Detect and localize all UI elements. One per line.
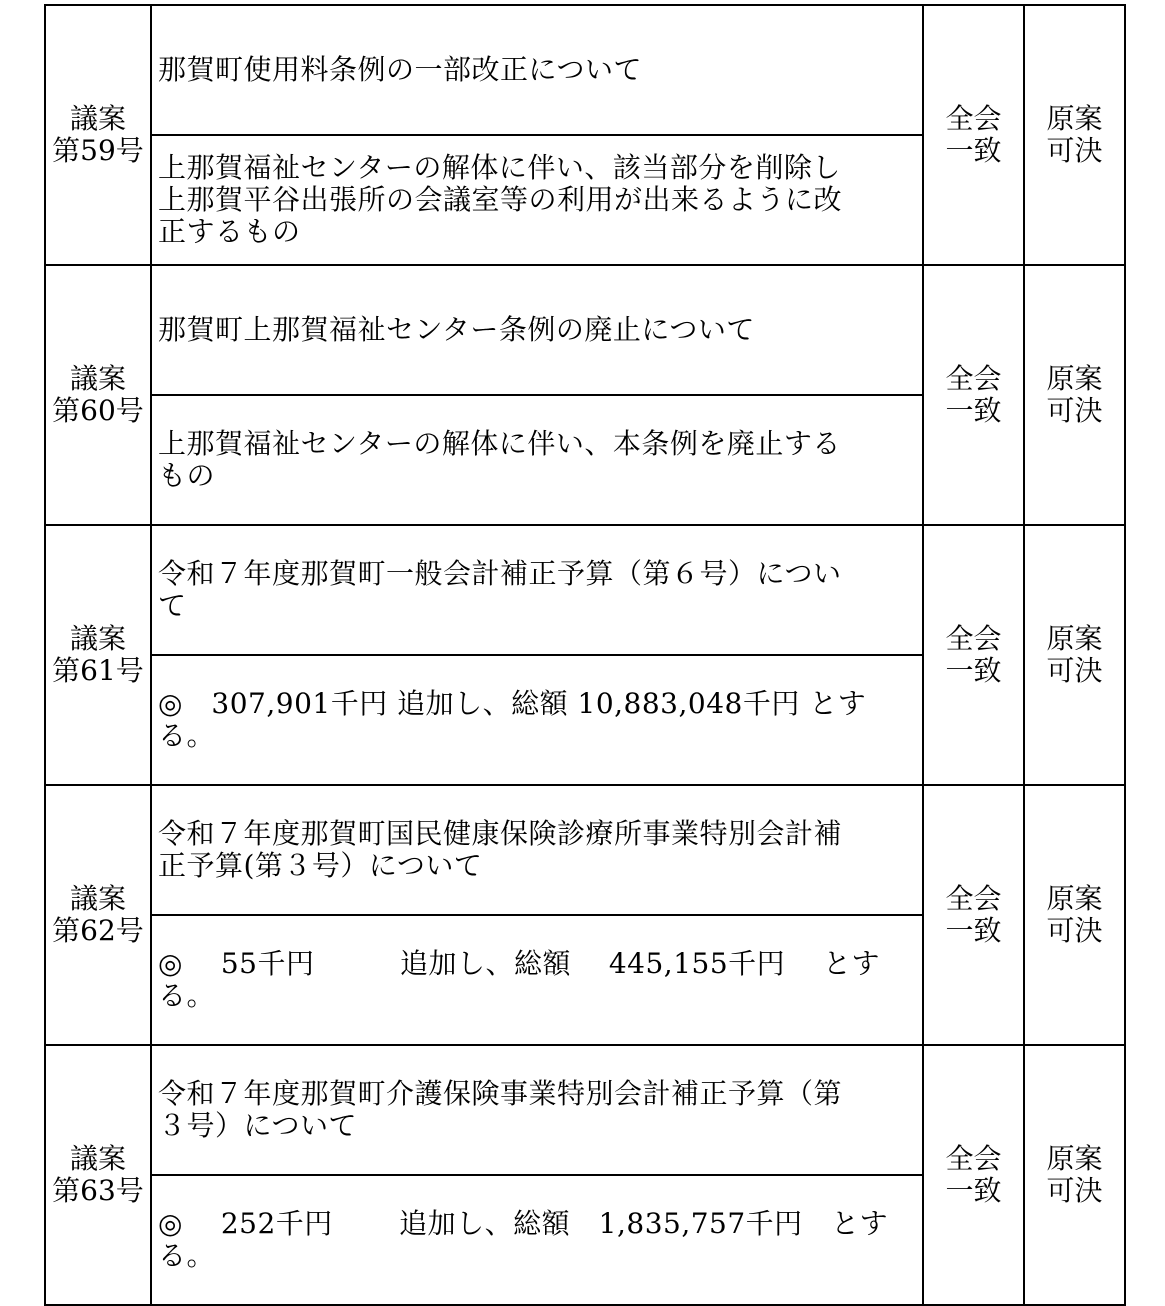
bill-number: 議案 第62号 (45, 785, 151, 1045)
bill-number: 議案 第63号 (45, 1045, 151, 1305)
table-row (45, 525, 1125, 655)
vote-result: 全会 一致 (923, 265, 1024, 525)
decision-result: 原案 可決 (1024, 785, 1125, 1045)
table-row (45, 1045, 1125, 1175)
bill-number: 議案 第60号 (45, 265, 151, 525)
bill-title: 那賀町上那賀福祉センター条例の廃止について (151, 265, 923, 395)
table-row (45, 265, 1125, 395)
decision-result: 原案 可決 (1024, 265, 1125, 525)
table-row (45, 785, 1125, 915)
bill-number: 議案 第61号 (45, 525, 151, 785)
vote-result: 全会 一致 (923, 785, 1024, 1045)
bill-detail: ◎ 55千円 追加し、総額 445,155千円 とする。 (151, 915, 923, 1045)
bill-detail: 上那賀福祉センターの解体に伴い、該当部分を削除し 上那賀平谷出張所の会議室等の利用が出来るように改 正するもの (151, 135, 923, 265)
bill-title: 那賀町使用料条例の一部改正について (151, 5, 923, 135)
bill-detail: ◎ 252千円 追加し、総額 1,835,757千円 とする。 (151, 1175, 923, 1305)
decision-result: 原案 可決 (1024, 5, 1125, 265)
decision-result: 原案 可決 (1024, 1045, 1125, 1305)
decision-result: 原案 可決 (1024, 525, 1125, 785)
vote-result: 全会 一致 (923, 525, 1024, 785)
bill-title: 令和７年度那賀町一般会計補正予算（第６号）につい て (151, 525, 923, 655)
bill-title: 令和７年度那賀町国民健康保険診療所事業特別会計補 正予算(第３号）について (151, 785, 923, 915)
bill-detail: 上那賀福祉センターの解体に伴い、本条例を廃止する もの (151, 395, 923, 525)
bill-title: 令和７年度那賀町介護保険事業特別会計補正予算（第 ３号）について (151, 1045, 923, 1175)
bill-number: 議案 第59号 (45, 5, 151, 265)
resolutions-table (44, 4, 1126, 1306)
table-row (45, 5, 1125, 135)
vote-result: 全会 一致 (923, 5, 1024, 265)
vote-result: 全会 一致 (923, 1045, 1024, 1305)
bill-detail: ◎ 307,901千円 追加し、総額 10,883,048千円 とする。 (151, 655, 923, 785)
